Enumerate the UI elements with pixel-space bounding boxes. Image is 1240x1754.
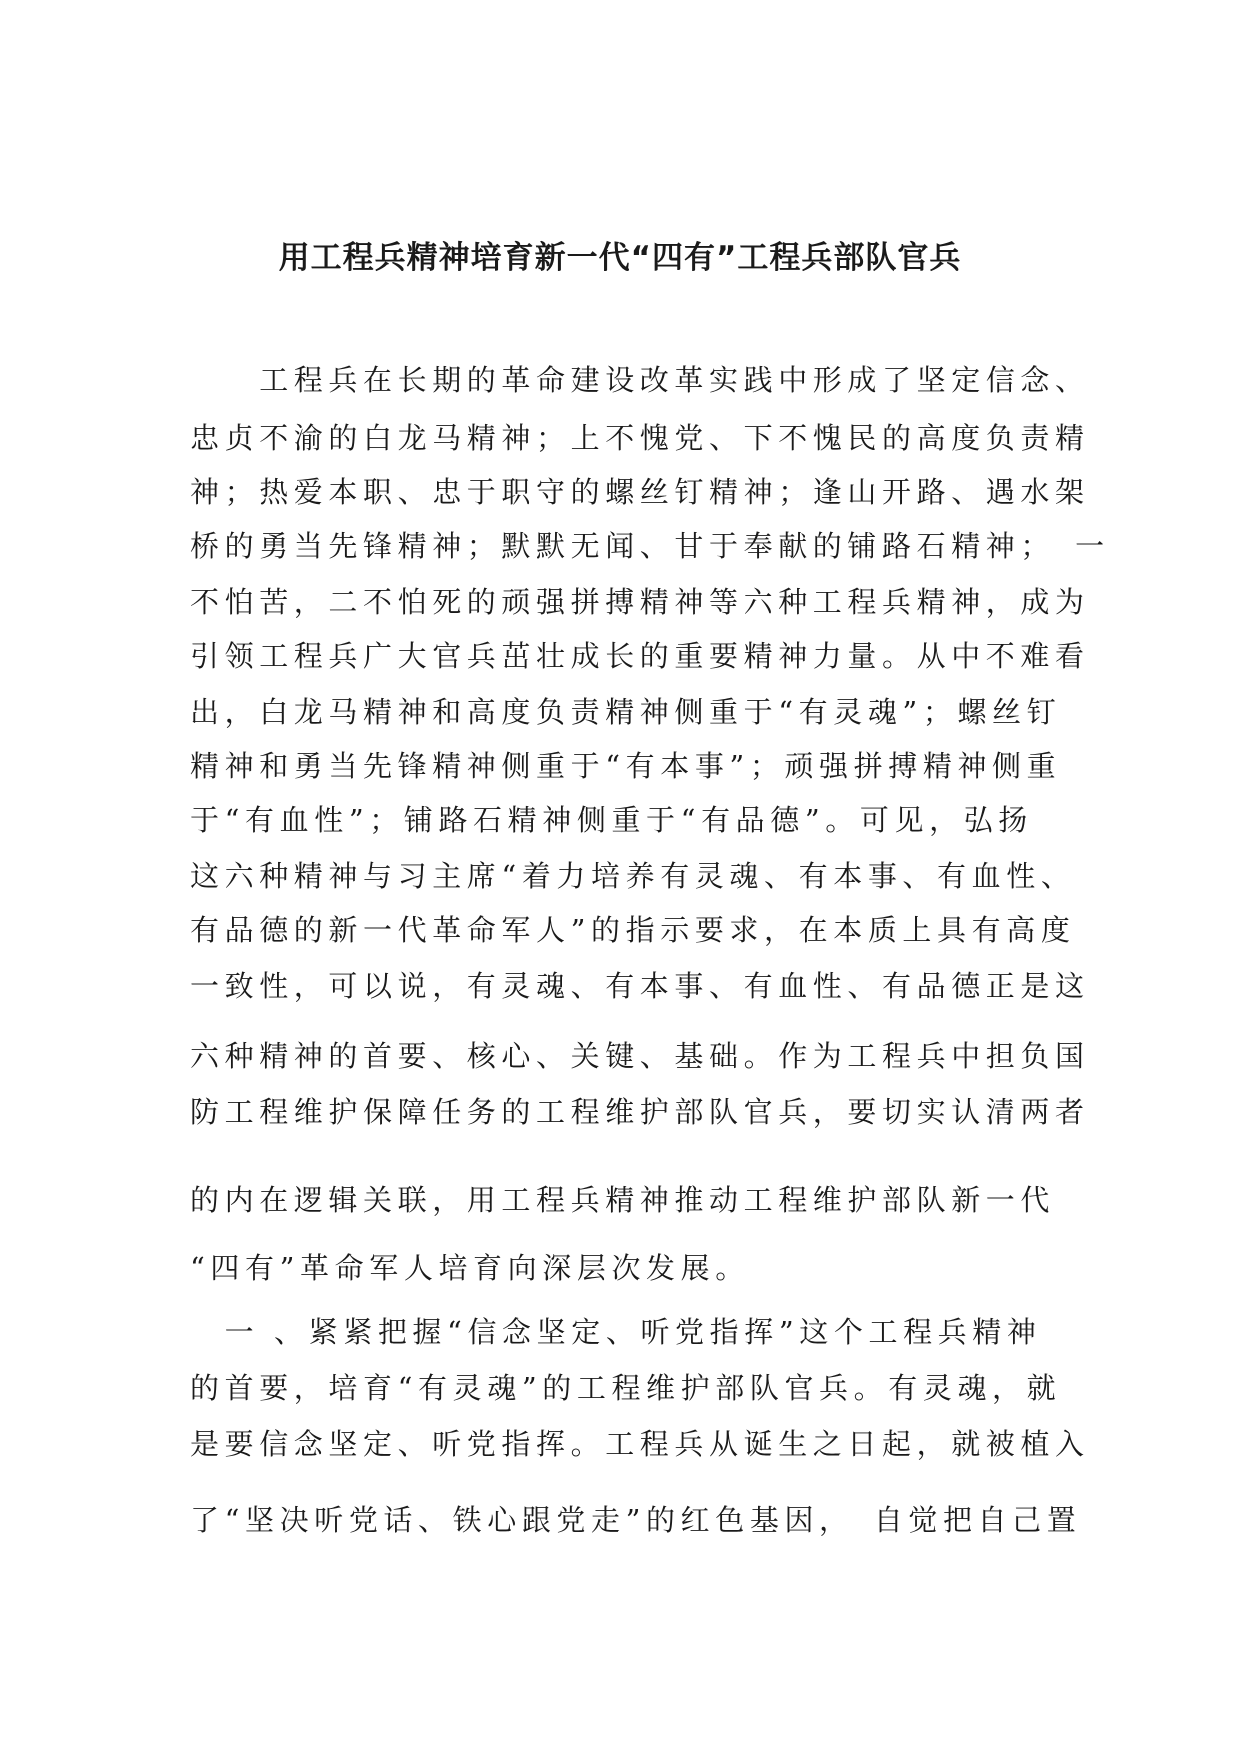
body-line: 一致性，可以说，有灵魂、有本事、有血性、有品德正是这 — [190, 969, 1090, 1003]
body-line: 工程兵在长期的革命建设改革实践中形成了坚定信念、 — [190, 363, 1090, 397]
body-line: 是要信念坚定、听党指挥。工程兵从诞生之日起，就被植入 — [190, 1427, 1090, 1461]
body-line: 这六种精神与习主席“着力培养有灵魂、有本事、有血性、 — [190, 859, 1076, 893]
body-line: “四有”革命军人培育向深层次发展。 — [190, 1251, 750, 1285]
body-line: 了“坚决听党话、铁心跟党走”的红色基因， 自觉把自己置 — [190, 1503, 1082, 1537]
body-line: 桥的勇当先锋精神；默默无闻、甘于奉献的铺路石精神； 一 — [190, 529, 1110, 563]
body-line: 有品德的新一代革命军人”的指示要求，在本质上具有高度 — [190, 913, 1076, 947]
body-line: 精神和勇当先锋精神侧重于“有本事”；顽强拼搏精神侧重 — [190, 749, 1062, 783]
body-line: 引领工程兵广大官兵茁壮成长的重要精神力量。从中不难看 — [190, 639, 1090, 673]
body-line: 出，白龙马精神和高度负责精神侧重于“有灵魂”；螺丝钉 — [190, 695, 1062, 729]
body-line: 的首要，培育“有灵魂”的工程维护部队官兵。有灵魂，就 — [190, 1371, 1062, 1405]
document-title: 用工程兵精神培育新一代“四有”工程兵部队官兵 — [278, 240, 962, 276]
body-line: 神；热爱本职、忠于职守的螺丝钉精神；逢山开路、遇水架 — [190, 475, 1090, 509]
body-line: 于“有血性”；铺路石精神侧重于“有品德”。可见，弘扬 — [190, 803, 1033, 837]
body-line: 六种精神的首要、核心、关键、基础。作为工程兵中担负国 — [190, 1039, 1090, 1073]
body-line: 忠贞不渝的白龙马精神；上不愧党、下不愧民的高度负责精 — [190, 421, 1090, 455]
body-line: 的内在逻辑关联，用工程兵精神推动工程维护部队新一代 — [190, 1183, 1056, 1217]
body-line: 不怕苦，二不怕死的顽强拼搏精神等六种工程兵精神，成为 — [190, 585, 1090, 619]
body-line: 一 、紧紧把握“信念坚定、听党指挥”这个工程兵精神 — [190, 1315, 1042, 1349]
body-line: 防工程维护保障任务的工程维护部队官兵，要切实认清两者 — [190, 1095, 1090, 1129]
